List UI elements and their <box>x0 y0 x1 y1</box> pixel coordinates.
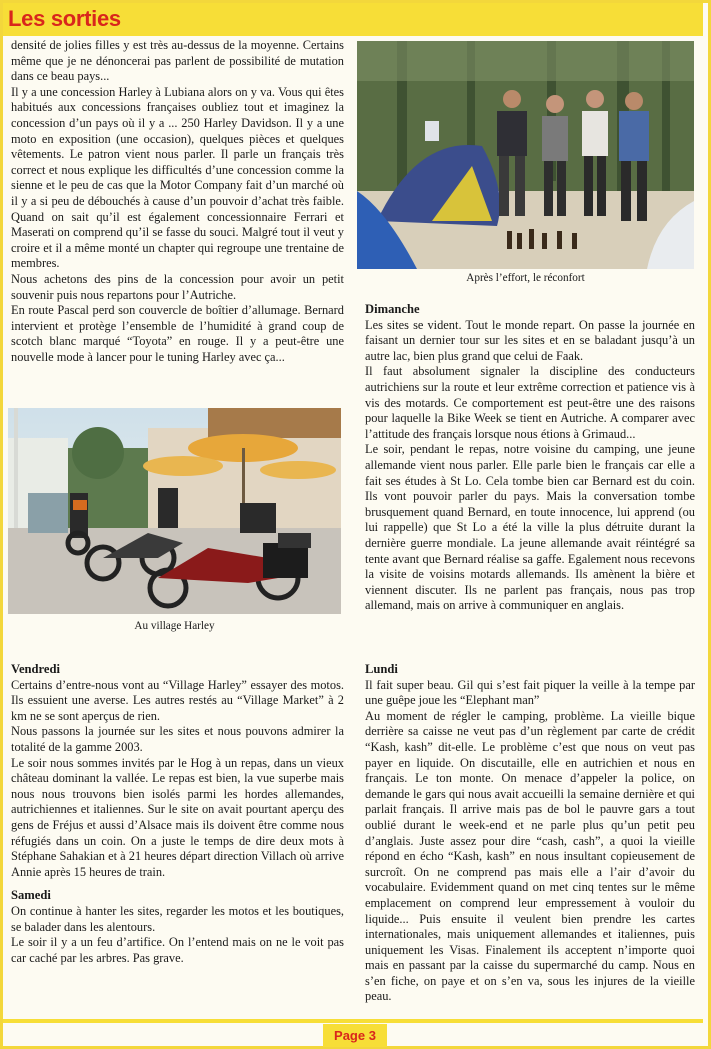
paragraph: On continue à hanter les sites, regarder les motos et les boutiques, se balader dans les alentours. <box>11 903 344 934</box>
paragraph: Il faut absolument signaler la discipline des conducteurs autrichiens sur la route et leur extrême correction et patience vis à vis des motards. Ce comportement est peut-être une des raisons pour laquelle la Bike Week se tient en Autriche. A comparer avec l’attitude des français lorsque nous étions à Grimaud... <box>365 364 695 441</box>
paragraph: Au moment de régler le camping, problème. La vieille bique derrière sa caisse ne veut pas d’un règlement par carte de crédit “Kash, kash” dit-elle. Le problème c’est que nous on veut pas payer en liquide. On discutaille, elle en autrichien et nous en français. Le ton monte. On menace d’appeler la police, on demande le gars qui nous avait accueilli la semaine dernière et qui parlait français. Il arrive mais pas de bol le pauvre gars a tout oublié durant le week-end et ne parle plus qu’un petit peu d’anglais. Juste assez pour dire “cash, cash”, a quoi la vieille répond en écho “Kash, kash” en nous insultant copieusement de surcroît. On ne comprend pas mais elle a l’air d’avoir du vocabulaire. Evidemment quand on met cinq tentes sur le même emplacement on comprend leur empressement à vouloir du liquide... Puis ensuite il veulent bien prendre les cartes internationales, mais uniquement allemandes et italiennes, puis uniquement les Visas. Finalement ils acceptent n’importe quoi mais en passant par la caisse du supermarché du camp. Nous en s’en fiche, on paye et on s’en va, sous les injures de la vieille peau. <box>365 708 695 1004</box>
camp-photo-illustration <box>357 41 694 269</box>
heading-vendredi: Vendredi <box>11 662 60 676</box>
left-column-lower-text <box>11 662 344 966</box>
camp-photo <box>357 41 694 269</box>
right-column-text <box>365 302 695 614</box>
harley-village-photo <box>8 408 341 614</box>
paragraph: En route Pascal perd son couvercle de boîtier d’allumage. Bernard intervient et protège l’ensemble de l’humidité à grand coup de scotch blanc marqué “Toyota” en rouge. Il y a peut-être une nouvelle mode à lancer pour le tuning Harley avec ça... <box>11 303 344 364</box>
paragraph: Nous achetons des pins de la concession pour avoir un petit souvenir puis nous repartons pour l’Autriche. <box>11 271 344 302</box>
paragraph: Nous passons la journée sur les sites et nous pouvons admirer la totalité de la gamme 2003. <box>11 724 344 754</box>
paragraph: Le soir, pendant le repas, notre voisine du camping, une jeune allemande vient nous parler. Elle parle bien le français car elle a fait ses études à St Lo. Cela tombe bien car Bernard est du coin. Ils vont pouvoir parler du pays. Mais la conversation tombe brusquement quand Bernard, en toute innocence, lui apprend (ou lui rappelle) que St Lo a été la ville la plus détruite durant la dernière guerre mondiale. La jeune allemande avait réintégré sa tente avant que Bernard réalise sa gaffe. Egalement nous recevons la visite de voisins motards allemands. Ils amènent la bière et viennent discuter. Ils ne parlent pas français, nous pas trop allemand, mais on arrive à communiquer en anglais. <box>365 442 695 613</box>
paragraph: Il y a une concession Harley à Lubiana alors on y va. Vous qui êtes habitués aux concessions françaises oubliez tout et imaginez la concession d’un pays où il y a ... 250 Harley Davidson. Il y a une moto en exposition (une occasion), quelques pièces et quelques vêtements. Le patron vient nous parler. Il parle un français très correct et nous explique les difficultés d’une concession comme la sienne et le peu de cas que la Motor Company fait d’un marché où il y a si peu de débouchés à cause d’un pouvoir d’achat très faible. Quand on sait qu’il est également concessionnaire Ferrari et Maserati on comprend qu’il se fasse du souci. Malgré tout il veut y croire et il a même monté un chapter qui regroupe une trentaine de membres. <box>11 84 344 271</box>
page-number-badge: Page 3 <box>323 1024 387 1047</box>
heading-lundi: Lundi <box>365 662 398 676</box>
paragraph: Les sites se vident. Tout le monde repart. On passe la journée en faisant un dernier tour sur les sites et en se baladant jusqu’à un autre lac, bien plus grand que celui de Faak. <box>365 317 695 363</box>
camp-photo-caption: Après l’effort, le réconfort <box>466 272 585 284</box>
paragraph: Il fait super beau. Gil qui s’est fait piquer la veille à la tempe par une guêpe joue les “Elephant man” <box>365 677 695 708</box>
harley-photo-caption: Au village Harley <box>134 620 215 632</box>
harley-photo-illustration <box>8 408 341 614</box>
paragraph: Le soir il y a un feu d’artifice. On l’entend mais on ne le voit pas car caché par les arbres. Pas grave. <box>11 935 344 965</box>
heading-samedi: Samedi <box>11 888 51 903</box>
footer-line <box>3 1019 703 1023</box>
left-column-text <box>11 38 344 365</box>
section-title: Les sorties <box>8 6 121 31</box>
paragraph: Le soir nous sommes invités par le Hog à un repas, dans un vieux château dominant la vallée. Le repas est bien, la vue superbe mais nous nous trouvons bien isolés parmi les hordes allemandes, autrichiennes et italiennes. Sur le site on avait pourtant aperçu des gens de Fréjus et aussi d’Alsace mais ils doivent être comme nous réfugiés dans un coin. On a juste le temps de dire deux mots à Stéphane Sahakian et à 21 heures départ direction Villach où arrive Annie après 15 heures de train. <box>11 755 344 879</box>
paragraph: Certains d’entre-nous vont au “Village Harley” essayer des motos. Ils essuient une averse. Les autres restés au “Village Market” à 2 km ne se sont aperçus de rien. <box>11 677 344 723</box>
heading-dimanche: Dimanche <box>365 302 420 316</box>
paragraph: densité de jolies filles y est très au-dessus de la moyenne. Certains même que je ne dénoncerai pas parlent de possibilité de mutation dans ce beau pays... <box>11 38 344 84</box>
right-column-lower-text <box>365 662 695 1005</box>
